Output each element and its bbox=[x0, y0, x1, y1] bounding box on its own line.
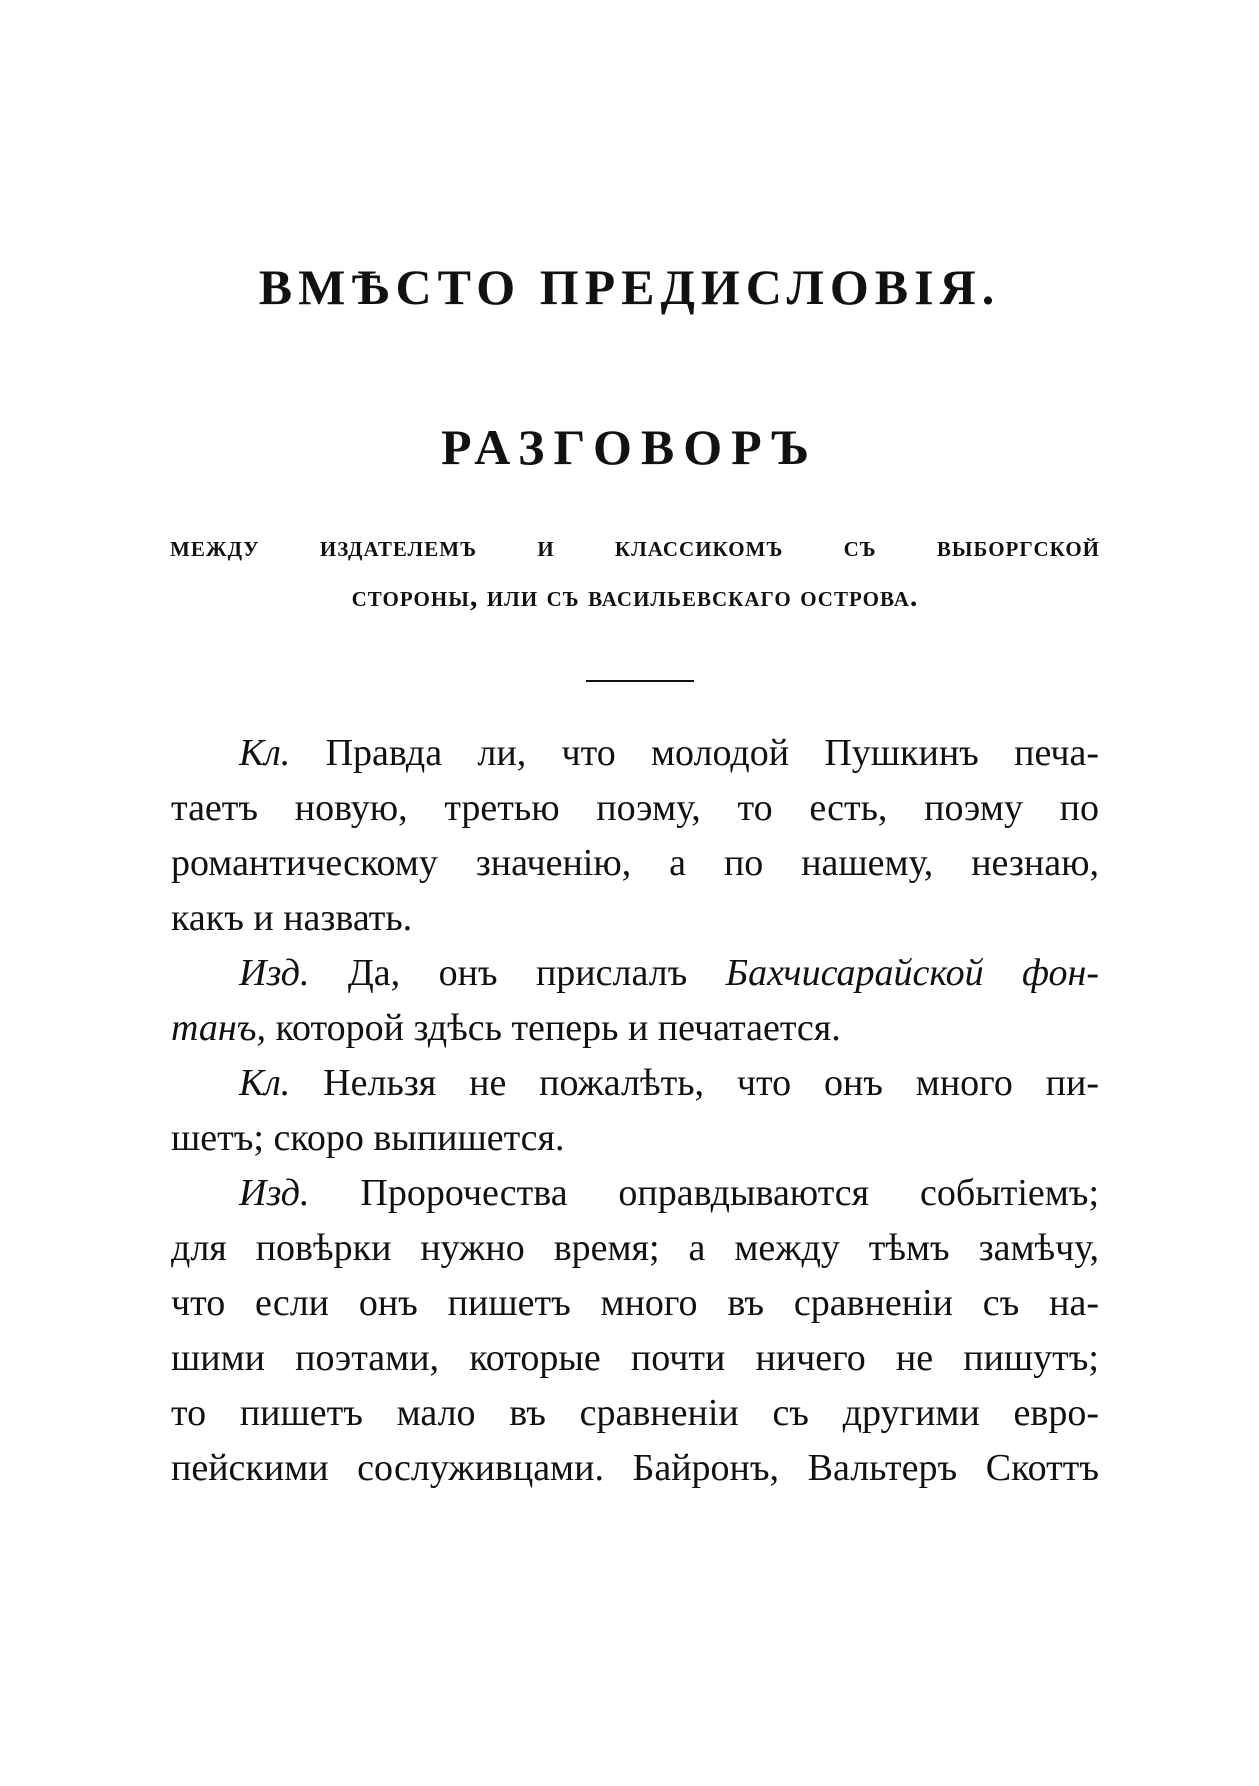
text-line bbox=[171, 1056, 1099, 1111]
horizontal-rule bbox=[586, 680, 694, 682]
text-line: какъ и назвать. bbox=[171, 897, 413, 939]
speaker-label: Изд. bbox=[239, 1172, 310, 1214]
text-line bbox=[171, 946, 1099, 1001]
text-line bbox=[171, 726, 1099, 781]
text-line: пейскими сослуживцами. Байронъ, Вальтеръ Скоттъ bbox=[171, 1447, 1099, 1489]
speaker-label: Кл. bbox=[239, 732, 291, 774]
poem-title: танъ, bbox=[171, 1007, 266, 1049]
line-text: Правда ли, что молодой Пушкинъ печа- bbox=[325, 732, 1100, 774]
text-line: шетъ; скоро выпишется. bbox=[171, 1117, 565, 1159]
speaker-label: Кл. bbox=[239, 1062, 291, 1104]
poem-title: Бахчисарайской фон- bbox=[725, 952, 1100, 994]
speaker-label: Изд. bbox=[239, 952, 310, 994]
section-heading: ВМѢСТО ПРЕДИСЛОВІЯ. bbox=[258, 259, 1001, 315]
text-line: романтическому значенію, а по нашему, незнаю, bbox=[171, 842, 1099, 884]
text-line bbox=[171, 1166, 1099, 1221]
dialogue-text bbox=[171, 726, 1099, 1496]
dialogue-title: РАЗГОВОРЪ bbox=[441, 419, 818, 475]
text-line: шими поэтами, которые почти ничего не пишутъ; bbox=[171, 1337, 1099, 1379]
text-line: для повѣрки нужно время; а между тѣмъ замѣчу, bbox=[171, 1227, 1099, 1269]
text-line bbox=[171, 1001, 1099, 1056]
line-text: Нельзя не пожалѣть, что онъ много пи- bbox=[323, 1062, 1099, 1104]
text-line: таетъ новую, третью поэму, то есть, поэму по bbox=[171, 787, 1099, 829]
text-line: что если онъ пишетъ много въ сравненіи съ на- bbox=[171, 1282, 1099, 1324]
text-line: то пишетъ мало въ сравненіи съ другими евро- bbox=[171, 1392, 1099, 1434]
line-text: которой здѣсь теперь и печатается. bbox=[275, 1007, 841, 1049]
line-text: Да, онъ прислалъ bbox=[347, 952, 688, 994]
subtitle-line-2: стороны, или съ васильевскаго острова. bbox=[351, 580, 919, 613]
line-text: Пророчества оправдываются событіемъ; bbox=[360, 1172, 1100, 1214]
subtitle-line-1: между издателемъ и классикомъ съ выборгской bbox=[170, 530, 1100, 563]
